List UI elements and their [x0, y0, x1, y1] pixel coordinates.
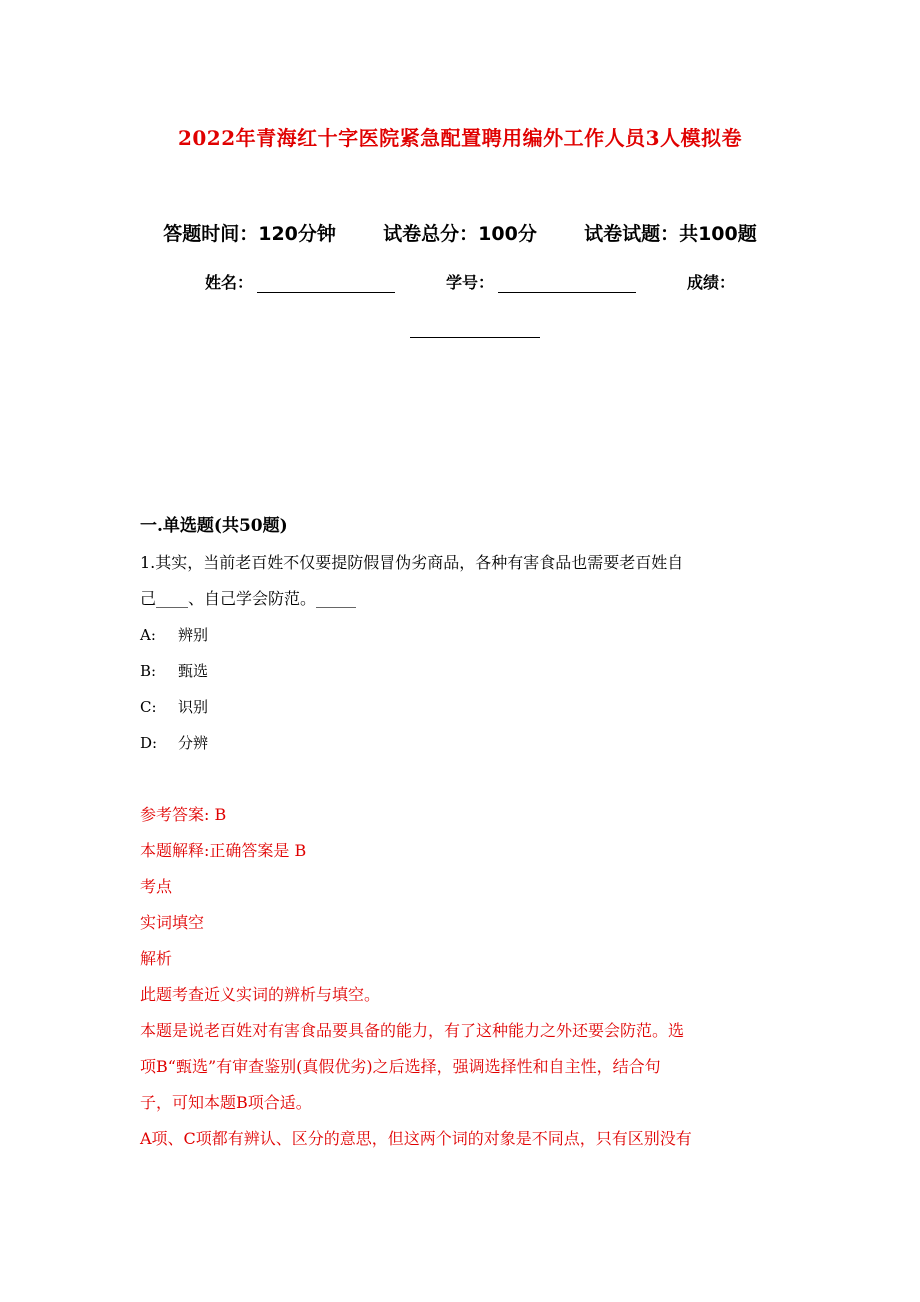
option-key: B: — [140, 662, 157, 680]
kaodian-value: 实词填空 — [140, 913, 205, 932]
option-a[interactable] — [140, 617, 208, 653]
option-d[interactable] — [140, 725, 208, 761]
option-text: 识别 — [178, 698, 209, 716]
name-label: 姓名： — [205, 273, 254, 292]
explanation-label: 本题解释:正确答案是 B — [140, 841, 307, 860]
option-text: 甄选 — [178, 662, 209, 680]
option-c[interactable] — [140, 689, 208, 725]
reference-answer: 参考答案: B — [140, 805, 227, 824]
score-blank[interactable] — [410, 337, 540, 338]
id-label: 学号： — [446, 273, 495, 292]
name-blank[interactable] — [257, 274, 395, 293]
explanation-line: A项、C项都有辨认、区分的意思，但这两个词的对象是不同点，只有区别没有 — [140, 1129, 692, 1148]
option-key: A: — [140, 626, 156, 644]
exam-meta-row — [0, 219, 920, 246]
explanation-line: 项B“甄选”有审查鉴别(真假优劣)之后选择，强调选择性和自主性，结合句 — [140, 1057, 661, 1076]
question-stem-line: 己____、自己学会防范。_____ — [140, 589, 357, 608]
id-field[interactable] — [446, 270, 636, 293]
id-blank[interactable] — [498, 274, 636, 293]
section-heading: 一.单选题(共50题) — [140, 516, 288, 536]
answer-block — [140, 797, 782, 1157]
score-label: 成绩： — [687, 273, 736, 292]
exam-time: 答题时间：120分钟 — [163, 223, 336, 245]
exam-title: 2022年青海红十字医院紧急配置聘用编外工作人员3人模拟卷 — [177, 126, 743, 150]
name-field[interactable] — [205, 270, 395, 293]
question-stem — [140, 545, 782, 617]
question-stem-line: 1.其实，当前老百姓不仅要提防假冒伪劣商品，各种有害食品也需要老百姓自 — [140, 553, 684, 572]
kaodian-label: 考点 — [140, 877, 173, 896]
jiexi-label: 解析 — [140, 949, 173, 968]
option-b[interactable] — [140, 653, 208, 689]
total-questions: 试卷试题：共100题 — [584, 223, 757, 245]
option-key: D: — [140, 734, 158, 752]
explanation-line: 此题考查近义实词的辨析与填空。 — [140, 985, 381, 1004]
option-text: 分辨 — [178, 734, 209, 752]
option-key: C: — [140, 698, 157, 716]
score-field — [687, 270, 735, 293]
explanation-line: 本题是说老百姓对有害食品要具备的能力，有了这种能力之外还要会防范。选 — [140, 1021, 685, 1040]
explanation-line: 子，可知本题B项合适。 — [140, 1093, 312, 1112]
total-score: 试卷总分：100分 — [383, 223, 537, 245]
option-text: 辨别 — [178, 626, 209, 644]
